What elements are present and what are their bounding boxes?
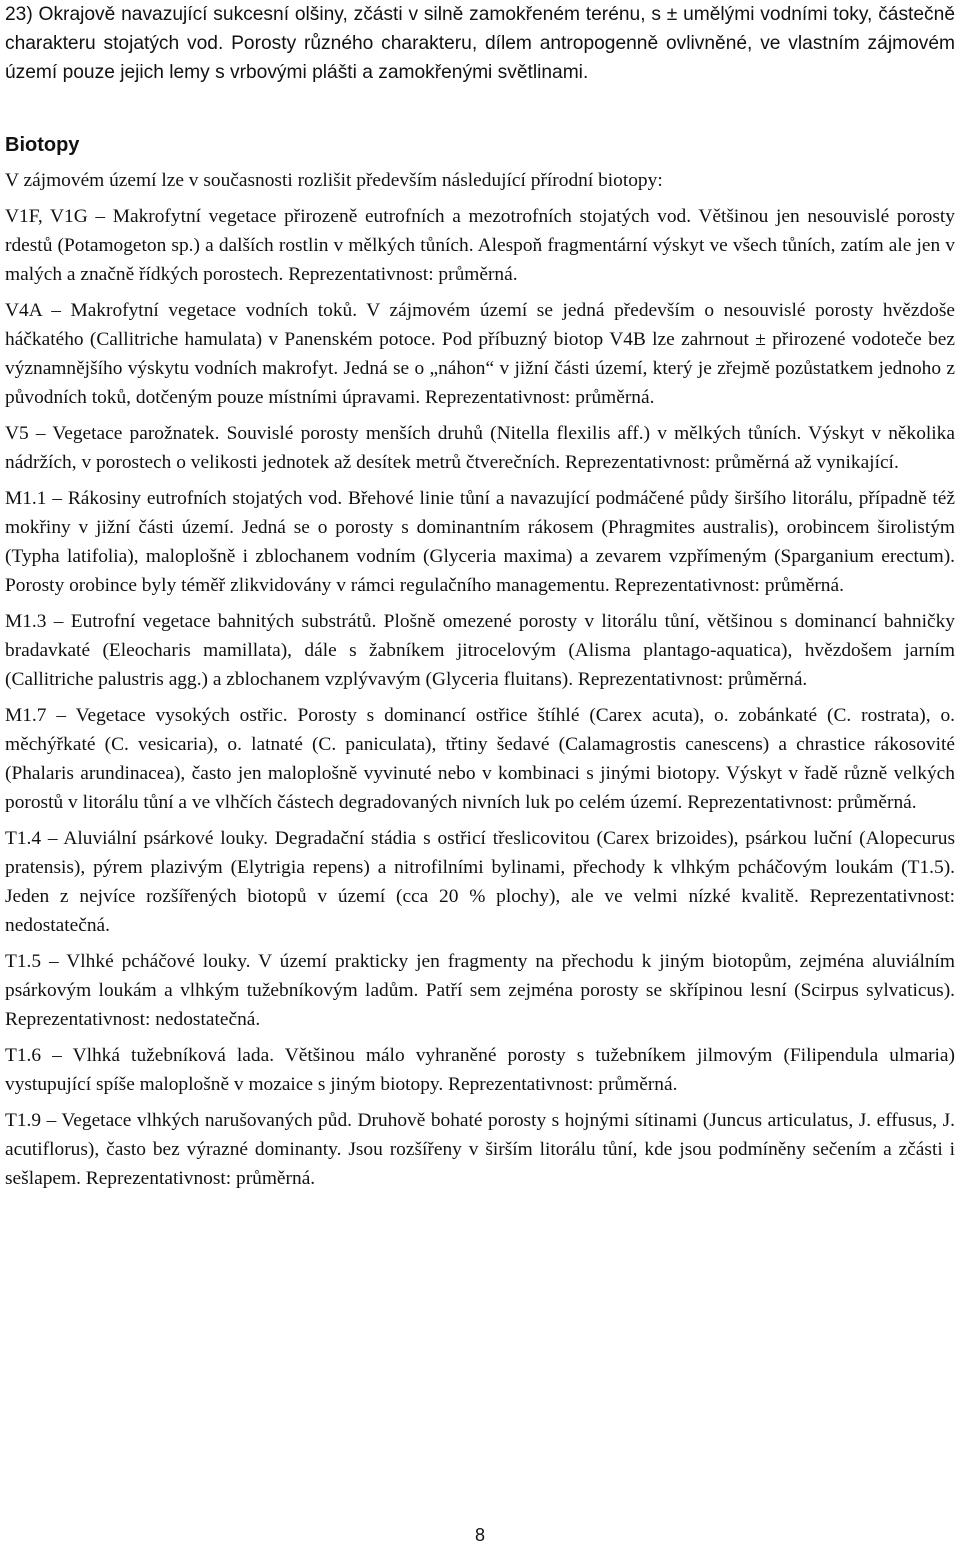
biotope-paragraph: M1.3 – Eutrofní vegetace bahnitých substrátů. Plošně omezené porosty v litorálu tůní, většinou s dominancí bahničky bradavkaté (Eleocharis mamillata), dále s žabníkem jitrocelovým (Alisma plantago-aquatica), hvězdošem jarním (Callitriche palustris agg.) a zblochanem vzplývavým (Glyceria fluitans). Reprezentativnost: průměrná. bbox=[5, 611, 955, 690]
intro-paragraph: 23) Okrajově navazující sukcesní olšiny, zčásti v silně zamokřeném terénu, s ± umělými vodními toky, částečně charakteru stojatých vod. Porosty různého charakteru, dílem antropogenně ovlivněné, ve vlastním zájmovém území pouze jejich lemy s vrbovými plášti a zamokřenými světlinami. bbox=[5, 4, 955, 83]
biotope-paragraph: T1.5 – Vlhké pcháčové louky. V území prakticky jen fragmenty na přechodu k jiným biotopům, zejména aluviálním psárkovým loukám a vlhkým tužebníkovým ladům. Patří sem zejména porosty se skřípinou lesní (Scirpus sylvaticus). Reprezentativnost: nedostatečná. bbox=[5, 951, 955, 1030]
page-number: 8 bbox=[474, 1525, 485, 1545]
section-heading: Biotopy bbox=[5, 134, 80, 156]
biotope-paragraph: V5 – Vegetace parožnatek. Souvislé porosty menších druhů (Nitella flexilis aff.) v mělkých tůních. Výskyt v několika nádržích, v porostech o velikosti jednotek až desítek metrů čtverečních. Reprezentativnost: průměrná až vynikající. bbox=[5, 423, 955, 473]
biotope-paragraph: V4A – Makrofytní vegetace vodních toků. V zájmovém území se jedná především o nesouvislé porosty hvězdoše háčkatého (Callitriche hamulata) v Panenském potoce. Pod příbuzný biotop V4B lze zahrnout ± přirozené vodoteče bez významnějšího výskytu vodních makrofyt. Jedná se o „náhon“ v jižní části území, který je zřejmě pozůstatkem jednoho z původních toků, dotčeným pouze místními úpravami. Reprezentativnost: průměrná. bbox=[5, 300, 955, 408]
lead-paragraph: V zájmovém území lze v současnosti rozlišit především následující přírodní biotopy: bbox=[5, 170, 663, 191]
biotope-paragraph: M1.7 – Vegetace vysokých ostřic. Porosty s dominancí ostřice štíhlé (Carex acuta), o. zobánkaté (C. rostrata), o. měchýřkaté (C. vesicaria), o. latnaté (C. paniculata), třtiny šedavé (Calamagrostis canescens) a chrastice rákosovité (Phalaris arundinacea), často jen maloplošně vyvinuté nebo v kombinaci s jinými biotopy. Výskyt v řadě různě velkých porostů v litorálu tůní a ve vlhčích částech degradovaných nivních luk po celém území. Reprezentativnost: průměrná. bbox=[5, 705, 955, 813]
biotope-paragraph: T1.9 – Vegetace vlhkých narušovaných půd. Druhově bohaté porosty s hojnými sítinami (Juncus articulatus, J. effusus, J. acutiflorus), často bez výrazné dominanty. Jsou rozšířeny v širším litorálu tůní, kde jsou podmíněny sečením a zčásti i sešlapem. Reprezentativnost: průměrná. bbox=[5, 1110, 955, 1189]
biotope-paragraph: T1.4 – Aluviální psárkové louky. Degradační stádia s ostřicí třeslicovitou (Carex brizoides), psárkou luční (Alopecurus pratensis), pýrem plazivým (Elytrigia repens) a nitrofilními bylinami, přechody k vlhkým pcháčovým loukám (T1.5). Jeden z nejvíce rozšířených biotopů v území (cca 20 % plochy), ale ve velmi nízké kvalitě. Reprezentativnost: nedostatečná. bbox=[5, 828, 955, 936]
document-page bbox=[5, 0, 955, 1200]
biotope-paragraph: M1.1 – Rákosiny eutrofních stojatých vod. Břehové linie tůní a navazující podmáčené půdy širšího litorálu, případně též mokřiny v jižní části území. Jedná se o porosty s dominantním rákosem (Phragmites australis), orobincem širolistým (Typha latifolia), maloplošně i zblochanem vodním (Glyceria maxima) a zevarem vzpřímeným (Sparganium erectum). Porosty orobince byly téměř zlikvidovány v rámci regulačního managementu. Reprezentativnost: průměrná. bbox=[5, 488, 955, 596]
biotope-paragraph: T1.6 – Vlhká tužebníková lada. Většinou málo vyhraněné porosty s tužebníkem jilmovým (Filipendula ulmaria) vystupující spíše maloplošně v mozaice s jiným biotopy. Reprezentativnost: průměrná. bbox=[5, 1045, 955, 1095]
biotope-paragraph: V1F, V1G – Makrofytní vegetace přirozeně eutrofních a mezotrofních stojatých vod. Většinou jen nesouvislé porosty rdestů (Potamogeton sp.) a dalších rostlin v mělkých tůních. Alespoň fragmentární výskyt ve všech tůních, zatím ale jen v malých a značně řídkých porostech. Reprezentativnost: průměrná. bbox=[5, 206, 955, 285]
